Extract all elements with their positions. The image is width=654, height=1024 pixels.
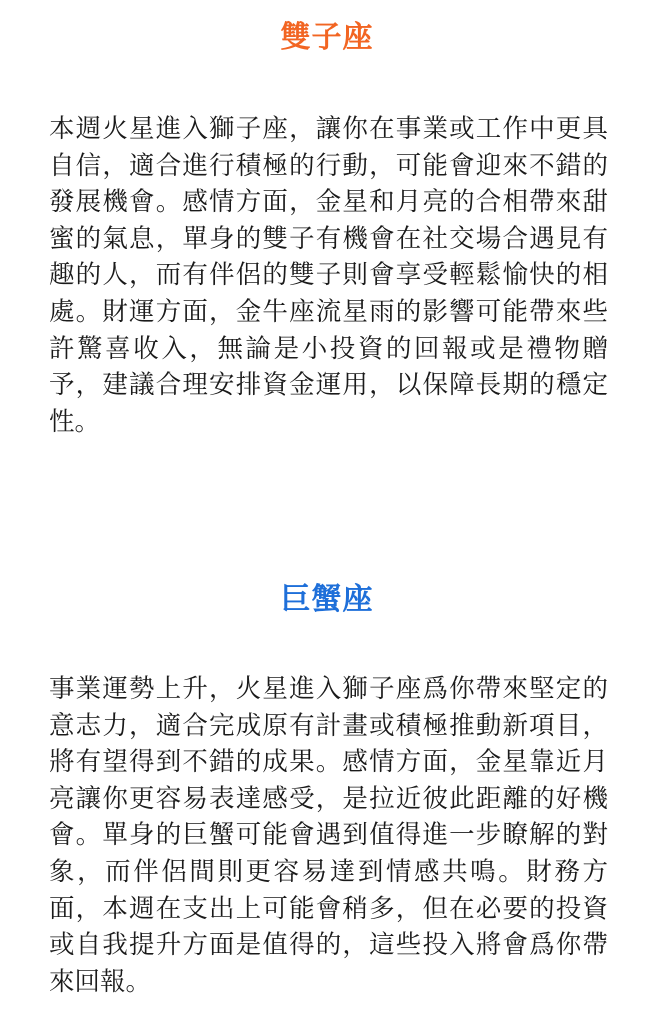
section-body-cancer: 事業運勢上升，火星進入獅子座爲你帶來堅定的意志力，適合完成原有計畫或積極推動新項目，將有望得到不錯的成果。感情方面，金星靠近月亮讓你更容易表達感受，是拉近彼此距離的好機會。單身的巨蟹可能會遇到值得進一步瞭解的對象，而伴侶間則更容易達到情感共鳴。財務方面，本週在支出上可能會稍多，但在必要的投資或自我提升方面是值得的，這些投入將會爲你帶來回報。 xyxy=(49,674,608,997)
horoscope-section-cancer xyxy=(0,580,654,1000)
horoscope-section-gemini xyxy=(0,18,654,440)
section-title-cancer: 巨蟹座 xyxy=(280,582,374,617)
section-title-gemini: 雙子座 xyxy=(280,20,374,55)
section-body-gemini: 本週火星進入獅子座，讓你在事業或工作中更具自信，適合進行積極的行動，可能會迎來不錯的發展機會。感情方面，金星和月亮的合相帶來甜蜜的氣息，單身的雙子有機會在社交場合遇見有趣的人，而有伴侶的雙子則會享受輕鬆愉快的相處。財運方面，金牛座流星雨的影響可能帶來些許驚喜收入，無論是小投資的回報或是禮物贈予，建議合理安排資金運用，以保障長期的穩定性。 xyxy=(49,114,608,437)
